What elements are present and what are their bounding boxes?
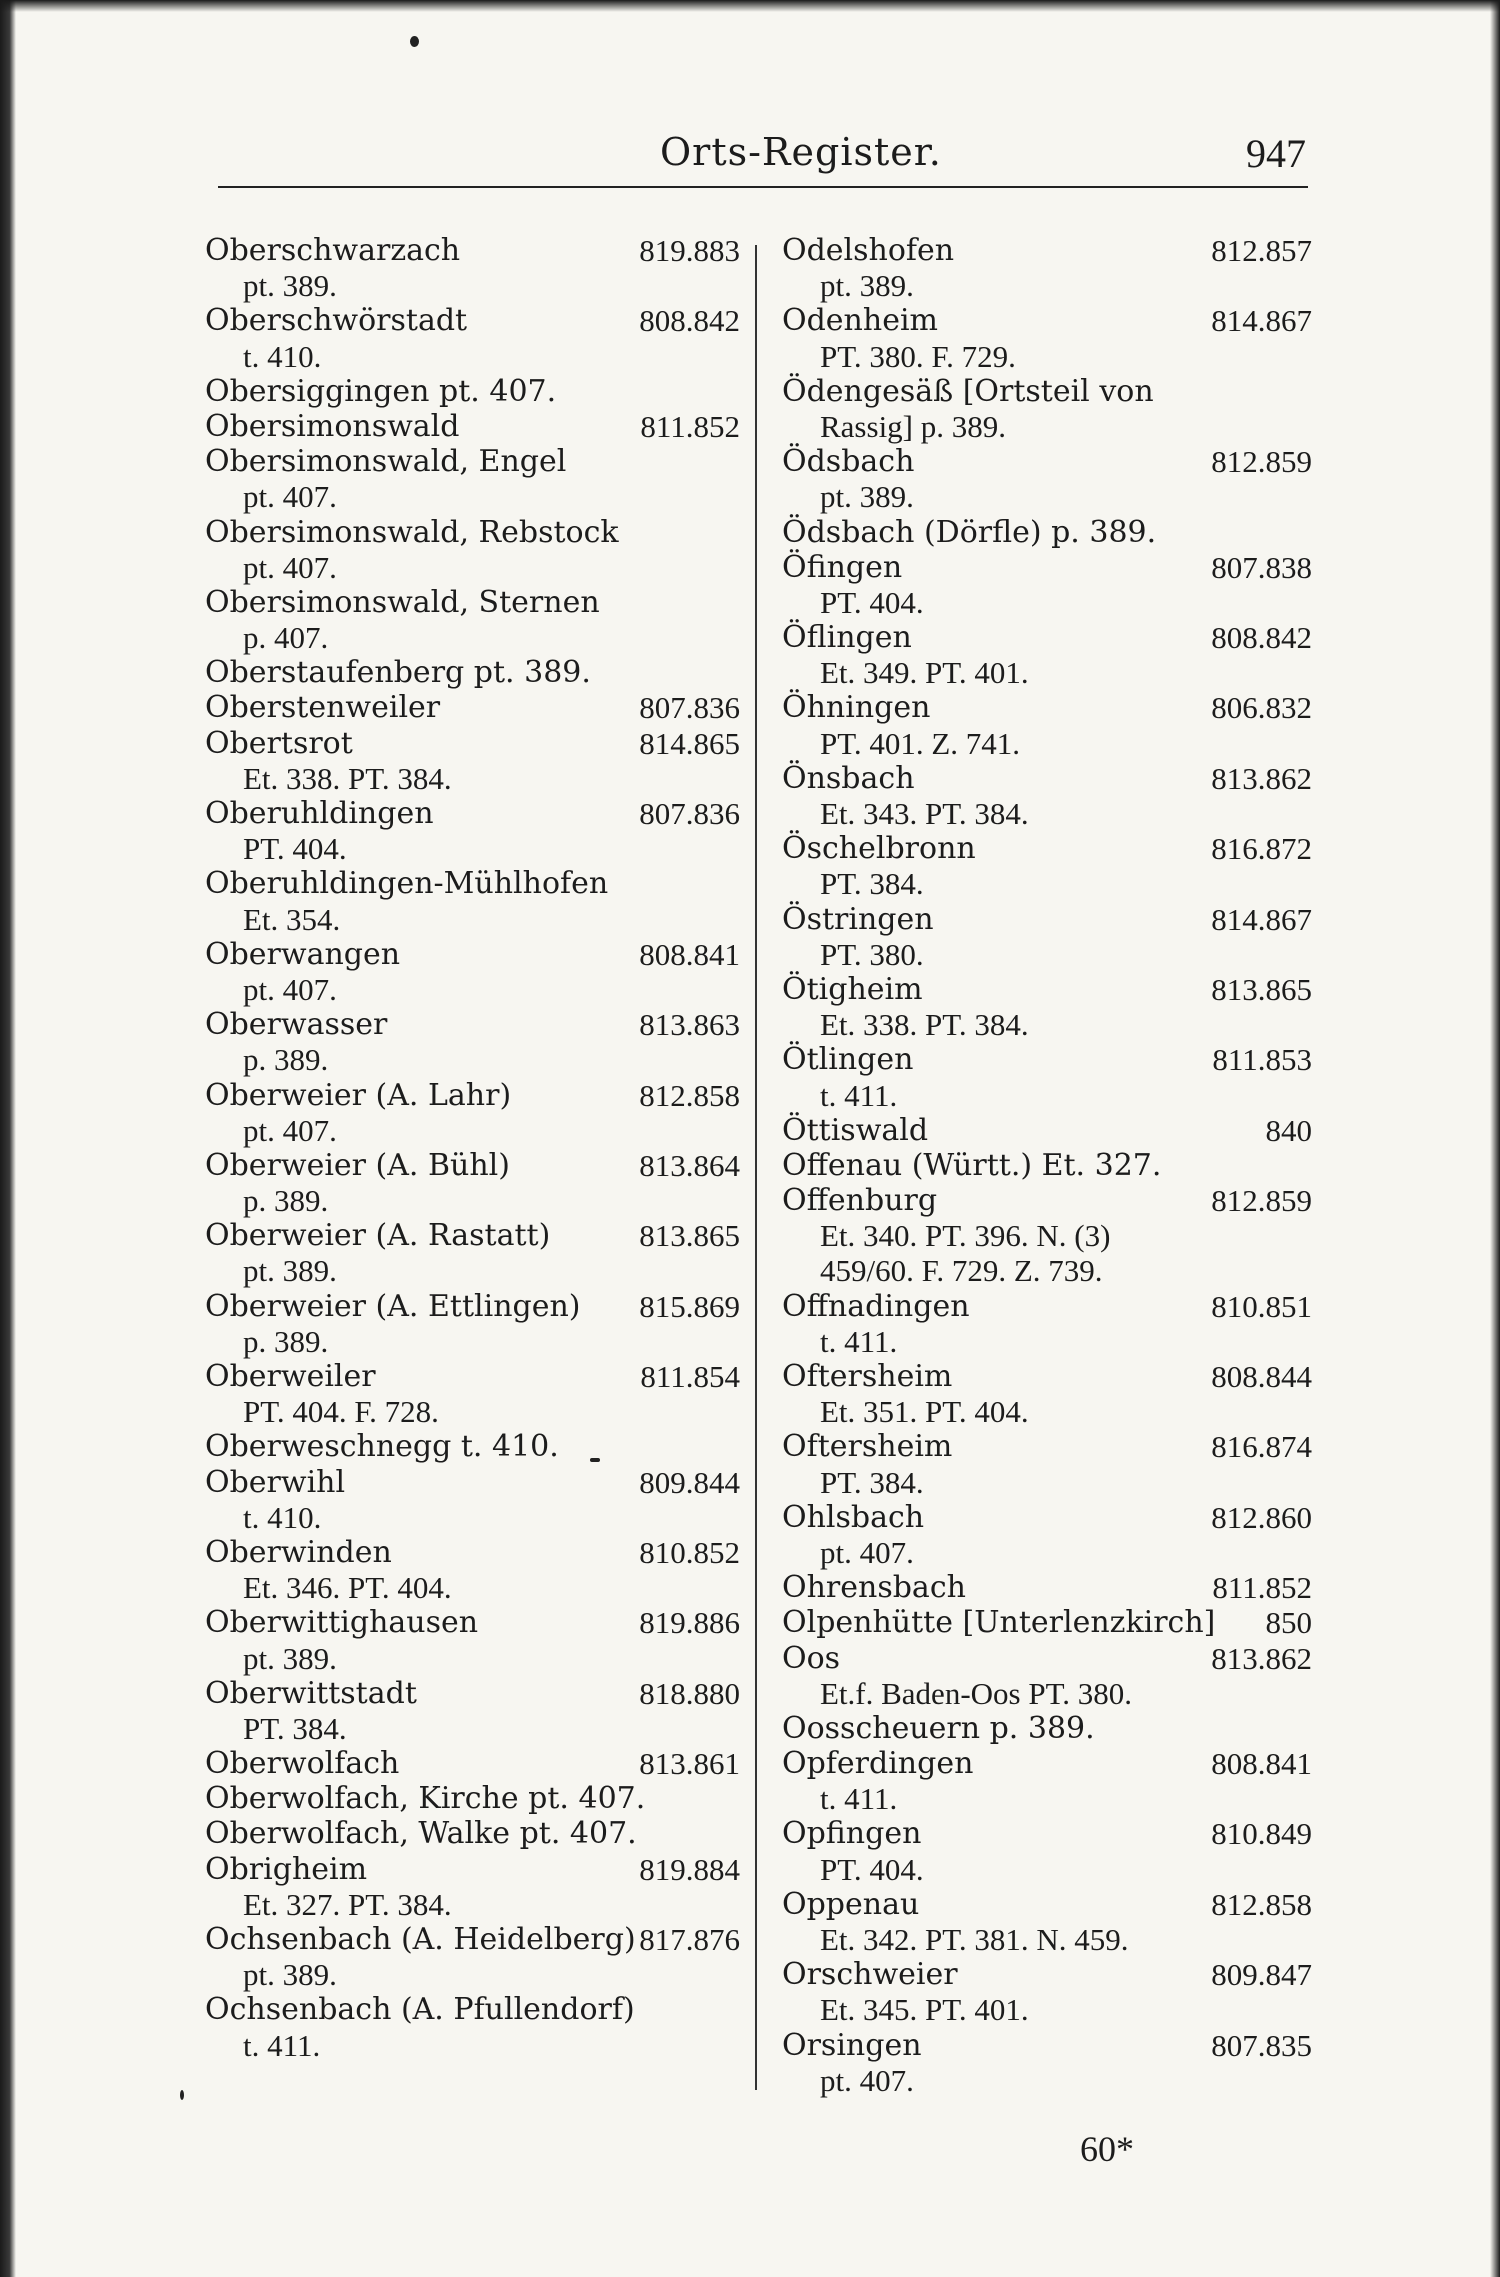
place-name: Önsbach [782,760,915,796]
ink-speck [590,1458,600,1462]
postal-code: 813.863 [639,1007,740,1043]
place-name: Oberweier (A. Lahr) [205,1077,512,1113]
postal-code: 809.847 [1211,1957,1312,1993]
entry-row [205,1816,740,1851]
place-name: Orschweier [782,1957,958,1993]
entry-row [782,1429,1312,1464]
place-name: Ödsbach [782,444,915,480]
index-entry [782,515,1312,550]
entry-row [205,655,740,690]
entry-detail: p. 407. [243,620,329,656]
postal-code: 809.844 [639,1464,740,1500]
entry-row [205,1746,740,1781]
entry-detail: pt. 407. [243,549,337,585]
entry-row [205,1852,740,1887]
postal-code: 811.852 [640,408,740,444]
postal-code: 807.838 [1211,549,1312,585]
entry-detail: PT. 380. F. 729. [820,338,1016,374]
index-entry [782,1746,1312,1816]
place-name: Oberweier (A. Ettlingen) [205,1288,581,1324]
index-entry [205,233,740,303]
entry-row [782,1605,1312,1640]
postal-code: 811.854 [640,1359,740,1394]
postal-code: 811.852 [1212,1570,1312,1606]
ink-speck [410,36,419,47]
entry-detail: Et. 354. [243,901,341,937]
entry-detail: p. 389. [243,1042,329,1078]
entry-detail: pt. 407. [243,971,337,1007]
place-name: Öschelbronn [782,831,976,867]
index-entry [205,515,740,585]
index-entry [782,374,1312,444]
postal-code: 816.874 [1211,1429,1312,1465]
entry-detail: 459/60. F. 729. Z. 739. [820,1253,1103,1289]
postal-code: 807.835 [1211,2027,1312,2063]
place-name: Oberstenweiler [205,690,441,726]
index-entry [782,444,1312,514]
entry-row [782,1289,1312,1324]
place-name: Oberstaufenberg pt. 389. [205,655,591,691]
place-name: Oberuhldingen [205,796,434,831]
entry-detail: pt. 407. [243,479,337,515]
entry-row [782,761,1312,796]
entry-row [205,937,740,972]
place-name: Ötigheim [782,971,923,1007]
entry-row [205,1781,740,1816]
entry-row [782,1887,1312,1922]
entry-row [205,1359,740,1394]
entry-row [205,726,740,761]
entry-row [205,866,740,901]
index-entry [782,303,1312,373]
index-entry [782,1113,1312,1148]
index-entry [782,1429,1312,1499]
postal-code: 814.865 [639,725,740,761]
entry-row [205,1007,740,1042]
place-name: Oberwittighausen [205,1605,479,1641]
index-entry [205,1535,740,1605]
place-name: Offenburg [782,1183,938,1219]
postal-code: 813.865 [639,1218,740,1254]
place-name: Ochsenbach (A. Heidelberg) [205,1922,636,1957]
index-entry [205,937,740,1007]
entry-row [782,972,1312,1007]
entry-row [782,902,1312,937]
entry-detail: Et. 351. PT. 404. [820,1394,1029,1430]
index-entry [205,1429,740,1464]
postal-code: 807.836 [639,796,740,831]
index-entry [205,1465,740,1535]
entry-row [205,515,740,550]
entry-row [205,1078,740,1113]
postal-code: 813.862 [1211,760,1312,796]
place-name: Öttiswald [782,1112,929,1148]
place-name: Oberuhldingen-Mühlhofen [205,866,609,902]
index-entry [205,1148,740,1218]
index-entry [782,902,1312,972]
entry-detail: t. 411. [243,2027,321,2063]
postal-code: 813.862 [1211,1640,1312,1676]
index-entry [782,972,1312,1042]
place-name: Oberweier (A. Bühl) [205,1147,510,1183]
entry-row [205,233,740,268]
index-entry [205,303,740,373]
place-name: Öflingen [782,620,912,656]
entry-detail: pt. 407. [820,1534,914,1570]
place-name: Oberweier (A. Rastatt) [205,1218,551,1254]
entry-row [205,1218,740,1253]
postal-code: 812.859 [1211,1183,1312,1219]
entry-detail: t. 411. [820,1323,898,1359]
place-name: Orsingen [782,2027,922,2063]
entry-row [782,1500,1312,1535]
running-header [218,128,1308,188]
entry-row [782,690,1312,725]
index-entry [205,1992,740,2062]
place-name: Oberschwörstadt [205,303,468,339]
entry-row [205,1535,740,1570]
place-name: Olpenhütte [Unterlenzkirch] [782,1605,1216,1641]
postal-code: 812.859 [1211,444,1312,480]
entry-detail: PT. 404. [243,831,347,867]
place-name: Ödsbach (Dörfle) p. 389. [782,514,1157,550]
index-entry [782,831,1312,901]
index-entry [205,444,740,514]
entry-row [782,233,1312,268]
entry-row [205,1289,740,1324]
entry-row [205,374,740,409]
postal-code: 813.864 [639,1147,740,1183]
postal-code: 812.860 [1211,1499,1312,1535]
place-name: Obersimonswald [205,408,460,444]
entry-row [205,1465,740,1500]
place-name: Oberwangen [205,936,401,972]
entry-detail: pt. 389. [820,268,914,304]
postal-code: 810.849 [1211,1816,1312,1852]
entry-detail: PT. 384. [243,1710,347,1746]
index-entry [205,866,740,936]
entry-row [782,1148,1312,1183]
index-entry [782,550,1312,620]
index-entry [205,796,740,866]
index-entry [782,690,1312,760]
index-entry [205,374,740,409]
entry-detail: Et. 349. PT. 401. [820,655,1029,691]
entry-detail: Et. 343. PT. 384. [820,796,1029,831]
entry-row [205,1676,740,1711]
index-entry [782,1500,1312,1570]
place-name: Ötlingen [782,1042,914,1078]
index-entry [782,761,1312,831]
place-name: Obersimonswald, Engel [205,444,567,480]
place-name: Ohrensbach [782,1570,966,1606]
entry-row [782,1359,1312,1394]
entry-row [782,515,1312,550]
entry-row [782,550,1312,585]
entry-detail: t. 411. [820,1077,898,1113]
entry-row [782,374,1312,409]
place-name: Obersimonswald, Sternen [205,584,600,620]
place-name: Obersimonswald, Rebstock [205,514,619,550]
postal-code: 808.842 [639,303,740,339]
place-name: Oppenau [782,1886,920,1922]
right-column [782,233,1312,2098]
postal-code: 810.851 [1211,1288,1312,1324]
entry-row [205,1922,740,1957]
entry-detail: pt. 407. [243,1112,337,1148]
place-name: Oberweiler [205,1359,376,1394]
place-name: Obertsrot [205,725,353,761]
place-name: Offenau (Württ.) Et. 327. [782,1147,1162,1183]
index-entry [205,1218,740,1288]
signature-mark: 60* [1080,2129,1134,2169]
entry-detail: t. 410. [243,1499,322,1535]
entry-detail: pt. 389. [243,1957,337,1993]
place-name: Oberschwarzach [205,233,461,268]
entry-row [205,796,740,831]
entry-detail: Et.f. Baden-Oos PT. 380. [820,1675,1132,1711]
place-name: Oberwolfach, Walke pt. 407. [205,1816,637,1852]
place-name: Oberweschnegg t. 410. [205,1429,559,1465]
index-entry [782,1816,1312,1886]
postal-code: 817.876 [639,1922,740,1957]
entry-detail: pt. 389. [243,1253,337,1289]
entry-row [205,1605,740,1640]
index-entry [782,1289,1312,1359]
postal-code: 808.842 [1211,620,1312,656]
left-column [205,233,740,2063]
entry-detail: pt. 389. [243,268,337,304]
entry-detail: PT. 384. [820,866,924,902]
entry-row [205,409,740,444]
page-number: 947 [1246,131,1306,176]
index-entry [782,1359,1312,1429]
index-entry [782,1711,1312,1746]
entry-row [782,1816,1312,1851]
entry-row [782,1113,1312,1148]
entry-detail: Et. 338. PT. 384. [243,760,452,796]
index-entry [205,1852,740,1922]
place-name: Oberwasser [205,1007,388,1043]
place-name: Opfingen [782,1816,922,1852]
index-entry [205,1078,740,1148]
postal-code: 850 [1265,1605,1312,1641]
place-name: Offnadingen [782,1288,970,1324]
place-name: Oberwihl [205,1464,346,1500]
entry-row [205,1429,740,1464]
place-name: Ödengesäß [Ortsteil von [782,373,1154,409]
index-entry [205,726,740,796]
entry-detail: Et. 338. PT. 384. [820,1007,1029,1043]
index-entry [205,690,740,725]
index-entry [205,1359,740,1429]
column-divider [755,245,757,2090]
postal-code: 819.884 [639,1851,740,1887]
index-entry [782,1148,1312,1183]
place-name: Oftersheim [782,1359,953,1394]
entry-detail: p. 389. [243,1323,329,1359]
entry-row [782,1641,1312,1676]
postal-code: 813.861 [639,1746,740,1782]
index-entry [782,1183,1312,1289]
postal-code: 816.872 [1211,831,1312,867]
place-name: Oberwinden [205,1534,392,1570]
postal-code: 814.867 [1211,303,1312,339]
postal-code: 819.883 [639,233,740,268]
entry-detail: Et. 346. PT. 404. [243,1570,452,1606]
postal-code: 806.832 [1211,690,1312,726]
place-name: Opferdingen [782,1746,974,1782]
entry-row [782,1183,1312,1218]
place-name: Obersiggingen pt. 407. [205,373,557,409]
entry-row [782,1746,1312,1781]
postal-code: 808.841 [1211,1746,1312,1782]
entry-detail: pt. 389. [820,479,914,515]
postal-code: 811.853 [1212,1042,1312,1078]
place-name: Öfingen [782,549,903,585]
index-entry [205,1746,740,1781]
entry-detail: Rassig] p. 389. [820,408,1006,444]
entry-detail: PT. 401. Z. 741. [820,725,1021,761]
place-name: Östringen [782,901,934,937]
entry-row [782,303,1312,338]
postal-code: 808.841 [639,936,740,972]
postal-code: 812.857 [1211,233,1312,268]
index-entry [205,655,740,690]
entry-detail: Et. 342. PT. 381. N. 459. [820,1922,1129,1957]
index-entry [205,1781,740,1816]
entry-row [205,303,740,338]
place-name: Oftersheim [782,1429,953,1465]
index-entry [782,1887,1312,1957]
postal-code: 807.836 [639,690,740,726]
index-entry [205,1605,740,1675]
postal-code: 812.858 [1211,1886,1312,1922]
place-name: Oberwittstadt [205,1675,417,1711]
postal-code: 812.858 [639,1077,740,1113]
entry-detail: Et. 327. PT. 384. [243,1886,452,1922]
entry-detail: PT. 404. F. 728. [243,1394,439,1430]
place-name: Odenheim [782,303,938,339]
index-entry [782,1957,1312,2027]
place-name: Öhningen [782,690,931,726]
place-name: Oberwolfach [205,1746,400,1782]
index-entry [782,1570,1312,1605]
index-entry [205,1007,740,1077]
entry-row [782,620,1312,655]
entry-row [205,690,740,725]
postal-code: 819.886 [639,1605,740,1641]
entry-row [205,444,740,479]
place-name: Oos [782,1640,841,1676]
index-entry [782,1641,1312,1711]
entry-detail: p. 389. [243,1183,329,1219]
entry-detail: Et. 345. PT. 401. [820,1992,1029,2028]
index-entry [205,1922,740,1992]
postal-code: 813.865 [1211,971,1312,1007]
entry-detail: PT. 384. [820,1464,924,1500]
entry-detail: t. 411. [820,1781,898,1817]
entry-row [782,831,1312,866]
entry-row [782,1042,1312,1077]
page-title: Orts-Register. [660,130,942,174]
place-name: Ochsenbach (A. Pfullendorf) [205,1992,635,2028]
place-name: Ohlsbach [782,1499,925,1535]
scan-edge-shadow [1490,0,1500,2277]
entry-row [782,1570,1312,1605]
index-entry [782,233,1312,303]
postal-code: 808.844 [1211,1359,1312,1394]
index-entry [205,1289,740,1359]
entry-row [205,1992,740,2027]
entry-row [782,444,1312,479]
postal-code: 818.880 [639,1675,740,1711]
place-name: Oosscheuern p. 389. [782,1710,1095,1746]
entry-detail: t. 410. [243,338,322,374]
index-entry [782,2028,1312,2098]
place-name: Obrigheim [205,1851,368,1887]
entry-detail: pt. 407. [820,2062,914,2098]
index-entry [782,620,1312,690]
entry-row [205,1148,740,1183]
entry-detail: Et. 340. PT. 396. N. (3) [820,1218,1111,1254]
entry-detail: PT. 404. [820,1851,924,1887]
postal-code: 814.867 [1211,901,1312,937]
ink-speck [180,2090,184,2100]
entry-row [782,2028,1312,2063]
index-entry [205,1816,740,1851]
postal-code: 815.869 [639,1288,740,1324]
index-entry [205,585,740,655]
entry-detail: PT. 380. [820,936,924,972]
postal-code: 810.852 [639,1534,740,1570]
index-entry [205,1676,740,1746]
index-entry [782,1042,1312,1112]
entry-row [205,585,740,620]
place-name: Oberwolfach, Kirche pt. 407. [205,1781,646,1817]
index-entry [205,409,740,444]
postal-code: 840 [1265,1112,1312,1148]
index-entry [782,1605,1312,1640]
entry-row [782,1711,1312,1746]
entry-row [782,1957,1312,1992]
entry-detail: PT. 404. [820,584,924,620]
entry-detail: pt. 389. [243,1640,337,1676]
place-name: Odelshofen [782,233,955,268]
